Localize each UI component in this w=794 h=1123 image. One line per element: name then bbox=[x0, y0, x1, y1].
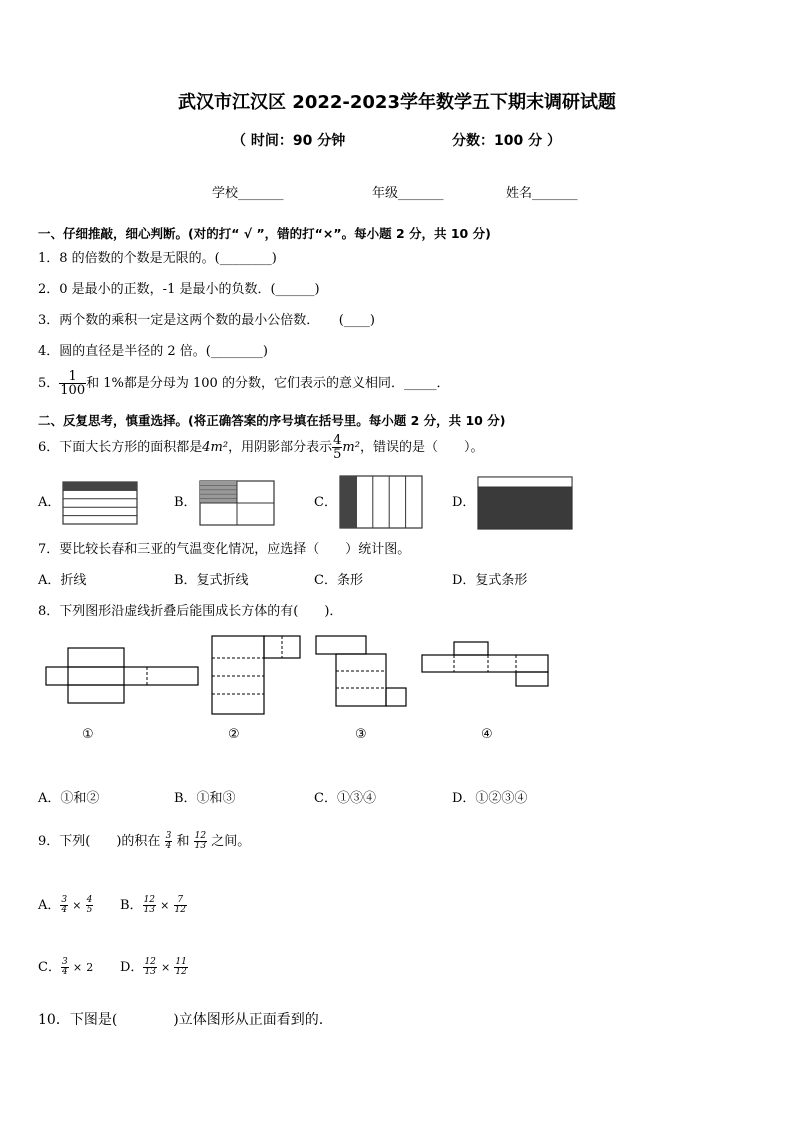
fraction bbox=[143, 958, 156, 977]
q9-text-b: 之间。 bbox=[211, 834, 251, 849]
q8-net-3 bbox=[316, 636, 410, 708]
q9-option-a bbox=[38, 896, 93, 915]
fraction bbox=[86, 896, 94, 915]
fraction bbox=[61, 958, 69, 977]
q5-number: 5． bbox=[38, 376, 60, 391]
numerator: 7 bbox=[174, 896, 187, 906]
times-sign: × bbox=[160, 899, 170, 912]
numerator: 12 bbox=[143, 895, 156, 905]
denominator: 13 bbox=[194, 841, 207, 851]
times-sign: × bbox=[72, 899, 82, 912]
numerator: 12 bbox=[194, 831, 207, 841]
denominator: 13 bbox=[143, 905, 156, 915]
q6-option-b-label: B． bbox=[174, 495, 197, 510]
option-letter: B． bbox=[120, 898, 143, 913]
q8-net-2 bbox=[212, 636, 304, 716]
q9-text-a: 9．下列( )的积在 bbox=[38, 834, 161, 849]
denominator: 5 bbox=[333, 447, 342, 462]
q9-fraction-2 bbox=[194, 832, 207, 851]
denominator: 12 bbox=[174, 905, 186, 915]
q8-label-2: ② bbox=[228, 727, 240, 742]
q6-fraction bbox=[332, 434, 342, 461]
option-letter: D． bbox=[120, 960, 144, 975]
q9-option-d bbox=[120, 958, 188, 977]
q6-option-d-label: D． bbox=[452, 495, 476, 510]
question-7: 7．要比较长春和三亚的气温变化情况，应选择（ ）统计图。 bbox=[38, 542, 411, 557]
section2-heading: 二、反复思考，慎重选择。(将正确答案的序号填在括号里。每小题 2 分，共 10 分) bbox=[38, 413, 506, 428]
q8-label-3: ③ bbox=[355, 727, 367, 742]
q7-option-b: B．复式折线 bbox=[174, 573, 249, 588]
q8-label-1: ① bbox=[82, 727, 94, 742]
total-score: 分数：100 分 ） bbox=[452, 133, 561, 149]
question-9 bbox=[38, 832, 250, 851]
q7-option-c: C．条形 bbox=[314, 573, 363, 588]
numerator: 1 bbox=[59, 370, 86, 384]
times-sign: × bbox=[161, 961, 171, 974]
fraction bbox=[60, 896, 68, 915]
option-letter: A． bbox=[38, 898, 61, 913]
numerator: 11 bbox=[175, 957, 187, 967]
q6-figure-a bbox=[63, 482, 139, 526]
page-title: 武汉市江汉区 2022-2023学年数学五下期末调研试题 bbox=[178, 92, 616, 113]
denominator: 100 bbox=[60, 383, 86, 398]
q9-fraction-1 bbox=[165, 832, 173, 851]
q8-option-b: B．①和③ bbox=[174, 791, 236, 806]
denominator: 4 bbox=[165, 841, 172, 851]
q6-text-b: ，用阴影部分表示 bbox=[228, 440, 333, 455]
question-3: 3．两个数的乘积一定是这两个数的最小公倍数． (____) bbox=[38, 313, 375, 328]
denominator: 5 bbox=[86, 905, 93, 915]
q8-net-1 bbox=[46, 648, 202, 704]
q7-option-a: A．折线 bbox=[38, 573, 87, 588]
q6-text-c: ，错误的是（ ）。 bbox=[359, 440, 484, 455]
q6-unit: m² bbox=[342, 440, 360, 455]
q9-option-c bbox=[38, 958, 93, 977]
q6-figure-c bbox=[340, 476, 424, 530]
numerator: 12 bbox=[144, 957, 156, 967]
whole-number: 2 bbox=[86, 961, 94, 974]
q8-net-4 bbox=[422, 640, 552, 688]
q9-option-b bbox=[120, 896, 187, 915]
name-field: 姓名_______ bbox=[506, 186, 578, 201]
question-10: 10．下图是( )立体图形从正面看到的. bbox=[38, 1012, 324, 1028]
q6-option-c-label: C． bbox=[314, 495, 337, 510]
numerator: 3 bbox=[61, 895, 68, 905]
q8-option-a: A．①和② bbox=[38, 791, 100, 806]
q6-area: 4m² bbox=[202, 440, 229, 455]
denominator: 4 bbox=[61, 905, 68, 915]
fraction bbox=[143, 896, 156, 915]
time-limit: （ 时间：90 分钟 bbox=[232, 133, 346, 149]
question-1: 1．8 的倍数的个数是无限的。(________) bbox=[38, 251, 277, 266]
question-4: 4．圆的直径是半径的 2 倍。(________) bbox=[38, 344, 268, 359]
times-sign: × bbox=[72, 961, 83, 974]
q5-text: 和 1%都是分母为 100 的分数，它们表示的意义相同．_____． bbox=[86, 376, 450, 391]
q6-figure-d bbox=[478, 477, 574, 531]
numerator: 4 bbox=[86, 895, 93, 905]
section1-heading: 一、仔细推敲，细心判断。(对的打“ √ ”，错的打“×”。每小题 2 分，共 10 分) bbox=[38, 226, 491, 241]
q8-option-c: C．①③④ bbox=[314, 791, 376, 806]
q7-option-d: D．复式条形 bbox=[452, 573, 528, 588]
grade-field: 年级_______ bbox=[372, 186, 444, 201]
q5-fraction bbox=[59, 370, 86, 397]
q6-option-a-label: A． bbox=[38, 495, 61, 510]
fraction bbox=[174, 958, 187, 977]
q9-and: 和 bbox=[176, 834, 190, 849]
question-2: 2．0 是最小的正数，-1 是最小的负数．(______) bbox=[38, 282, 320, 297]
denominator: 13 bbox=[144, 967, 156, 977]
numerator: 4 bbox=[333, 433, 342, 448]
school-field: 学校_______ bbox=[212, 186, 284, 201]
q6-text-a: 6．下面大长方形的面积都是 bbox=[38, 440, 203, 455]
denominator: 4 bbox=[61, 967, 68, 977]
denominator: 12 bbox=[175, 967, 187, 977]
q8-option-d: D．①②③④ bbox=[452, 791, 528, 806]
q8-label-4: ④ bbox=[481, 727, 493, 742]
fraction bbox=[174, 896, 187, 915]
question-5 bbox=[38, 370, 449, 397]
question-8: 8．下列图形沿虚线折叠后能围成长方体的有( )． bbox=[38, 604, 343, 619]
question-6 bbox=[38, 434, 483, 461]
option-letter: C． bbox=[38, 960, 61, 975]
numerator: 3 bbox=[61, 957, 68, 967]
q6-figure-b bbox=[200, 481, 276, 527]
numerator: 3 bbox=[165, 831, 172, 841]
